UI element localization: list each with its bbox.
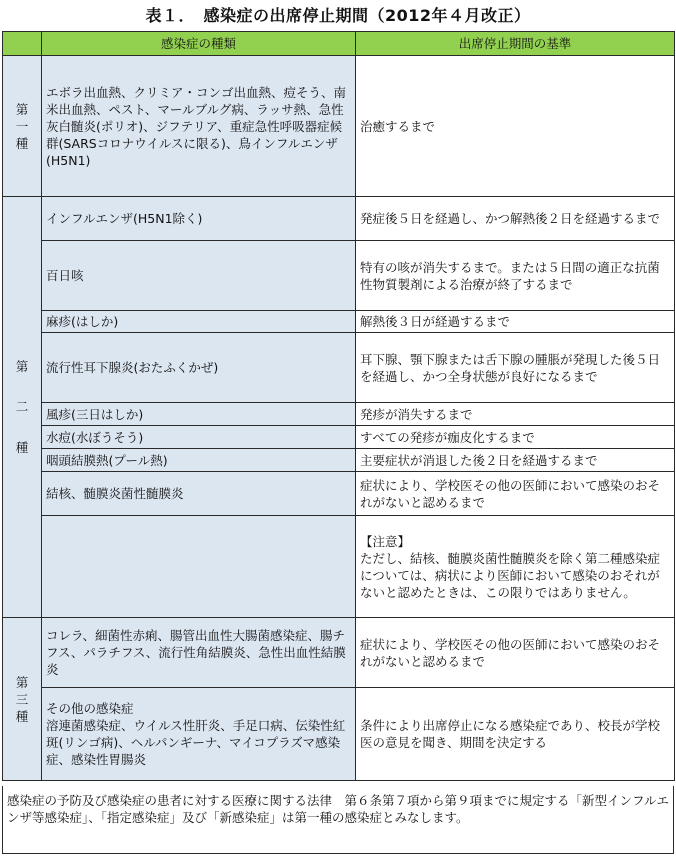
category-second-char-3: 種 <box>15 440 29 455</box>
note-title: 【注意】 <box>360 533 411 549</box>
criteria-cell: すべての発疹が痂皮化するまで <box>356 426 675 449</box>
criteria-cell: 耳下腺、顎下腺または舌下腺の腫脹が発現した後５日を経過し、かつ全身状態が良好になるまで <box>356 333 675 403</box>
disease-cell: 咽頭結膜熱(プール熱) <box>42 449 356 472</box>
criteria-cell: 症状により、学校医その他の医師において感染のおそれがないと認めるまで <box>356 618 675 688</box>
category-third-char-1: 第 <box>15 674 29 690</box>
page-title: 表１． 感染症の出席停止期間（2012年４月改正） <box>145 6 531 25</box>
category-first <box>3 56 42 197</box>
table-row <box>3 688 675 781</box>
criteria-cell: 主要症状が消退した後２日を経過するまで <box>356 449 675 472</box>
criteria-cell: 発疹が消失するまで <box>356 403 675 426</box>
table-row <box>3 472 675 516</box>
table-row <box>3 56 675 197</box>
other-diseases-title: その他の感染症 <box>46 701 134 716</box>
criteria-cell: 治癒するまで <box>356 56 675 197</box>
criteria-cell: 症状により、学校医その他の医師において感染のおそれがないと認めるまで <box>356 472 675 516</box>
header-corner <box>3 32 42 56</box>
disease-cell: 百日咳 <box>42 241 356 311</box>
table-row <box>3 516 675 618</box>
disease-cell: 結核、髄膜炎菌性髄膜炎 <box>42 472 356 516</box>
category-third <box>3 618 42 781</box>
disease-cell-other <box>42 688 356 781</box>
disease-cell: 麻疹(はしか) <box>42 311 356 333</box>
table-row <box>3 197 675 241</box>
disease-cell: インフルエンザ(H5N1除く) <box>42 197 356 241</box>
disease-cell: 水痘(水ぼうそう) <box>42 426 356 449</box>
category-third-char-3: 種 <box>15 708 29 724</box>
category-second-char-2: 二 <box>15 399 29 414</box>
table-row <box>3 311 675 333</box>
footer-note: 感染症の予防及び感染症の患者に対する医療に関する法律 第６条第７項から第９項までに規定する「新型インフルエンザ等感染症」、「指定感染症」及び「新感染症」は第一種の感染症とみなします。 <box>2 786 674 854</box>
category-third-char-2: 三 <box>15 691 29 707</box>
header-criteria: 出席停止期間の基準 <box>356 32 675 56</box>
table-row <box>3 426 675 449</box>
disease-cell: 風疹(三日はしか) <box>42 403 356 426</box>
header-disease: 感染症の種類 <box>42 32 356 56</box>
criteria-cell: 発症後５日を経過し、かつ解熱後２日を経過するまで <box>356 197 675 241</box>
category-first-char-2: 一 <box>15 118 29 134</box>
other-diseases-list: 溶連菌感染症、ウイルス性肝炎、手足口病、伝染性紅斑(リンゴ病)、ヘルパンギーナ、マイコプラズマ感染症、感染性胃腸炎 <box>46 718 346 767</box>
note-cell <box>356 516 675 618</box>
disease-cell-empty <box>42 516 356 618</box>
table-row <box>3 618 675 688</box>
criteria-cell: 解熱後３日が経過するまで <box>356 311 675 333</box>
category-second-char-1: 第 <box>15 359 29 374</box>
category-first-char-1: 第 <box>15 101 29 117</box>
disease-cell: 流行性耳下腺炎(おたふくかぜ) <box>42 333 356 403</box>
criteria-cell: 特有の咳が消失するまで。または５日間の適正な抗菌性物質製剤による治療が終了するまで <box>356 241 675 311</box>
disease-cell: コレラ、細菌性赤痢、腸管出血性大腸菌感染症、腸チフス、パラチフス、流行性角結膜炎、急性出血性結膜炎 <box>42 618 356 688</box>
criteria-cell: 条件により出席停止になる感染症であり、校長が学校医の意見を聞き、期間を決定する <box>356 688 675 781</box>
category-first-char-3: 種 <box>15 135 29 151</box>
table-header-row <box>3 32 675 56</box>
note-text: ただし、結核、髄膜炎菌性髄膜炎を除く第二種感染症については、病状により医師において感染のおそれがないと認めたときは、この限りではありません。 <box>360 550 661 600</box>
table-row <box>3 333 675 403</box>
table-row <box>3 241 675 311</box>
category-second <box>3 197 42 618</box>
table-row <box>3 449 675 472</box>
table-row <box>3 403 675 426</box>
infection-table <box>2 31 675 781</box>
disease-cell: エボラ出血熱、クリミア・コンゴ出血熱、痘そう、南米出血熱、ペスト、マールブルグ病、ラッサ熱、急性灰白髄炎(ポリオ)、ジフテリア、重症急性呼吸器症候群(SARSコロナウイルスに限る)、鳥インフルエンザ(H5N1) <box>42 56 356 197</box>
